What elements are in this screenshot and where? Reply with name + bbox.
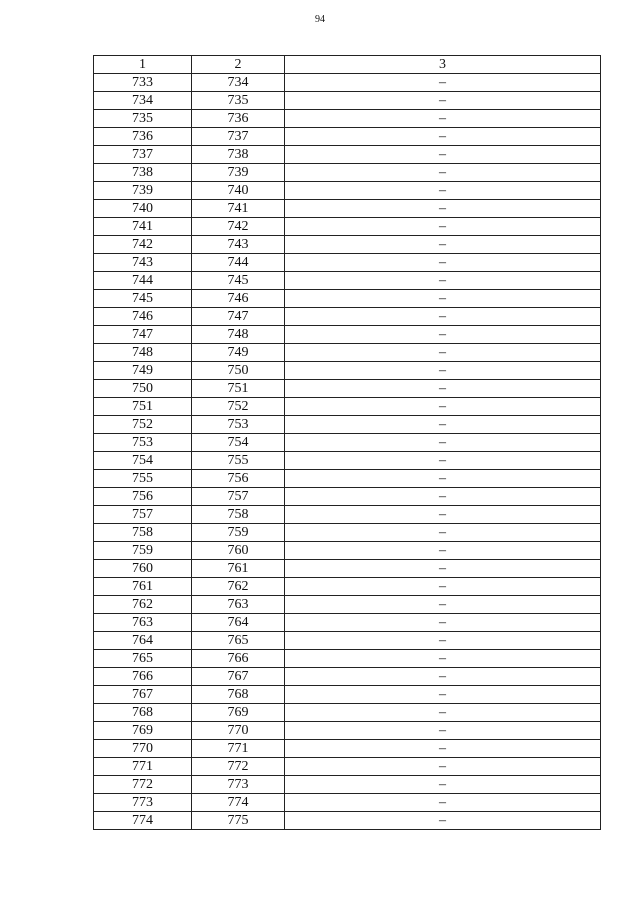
table-row: [94, 632, 601, 650]
table-cell-col-1: 742: [94, 236, 192, 254]
table-cell-col-3: –: [285, 668, 601, 686]
table-cell-col-3: –: [285, 416, 601, 434]
table-cell-col-3: –: [285, 290, 601, 308]
table-cell-col-1: 754: [94, 452, 192, 470]
table-cell-col-2: 757: [192, 488, 285, 506]
table-row: [94, 578, 601, 596]
table-cell-col-3: –: [285, 128, 601, 146]
table-cell-col-2: 741: [192, 200, 285, 218]
table-cell-col-1: 762: [94, 596, 192, 614]
table-cell-col-1: 761: [94, 578, 192, 596]
table-cell-col-1: 759: [94, 542, 192, 560]
table-cell-col-3: –: [285, 218, 601, 236]
table-row: [94, 362, 601, 380]
table-cell-col-3: –: [285, 434, 601, 452]
table-cell-col-2: 735: [192, 92, 285, 110]
table-cell-col-1: 774: [94, 812, 192, 830]
table-cell-col-1: 771: [94, 758, 192, 776]
table-cell-col-3: –: [285, 254, 601, 272]
table-row: [94, 650, 601, 668]
table-cell-col-3: –: [285, 488, 601, 506]
table-cell-col-3: –: [285, 524, 601, 542]
table-cell-col-1: 769: [94, 722, 192, 740]
table-cell-col-3: –: [285, 308, 601, 326]
table-cell-col-2: 773: [192, 776, 285, 794]
table-row: [94, 146, 601, 164]
table-cell-col-2: 775: [192, 812, 285, 830]
table-cell-col-2: 763: [192, 596, 285, 614]
table-cell-col-2: 740: [192, 182, 285, 200]
data-table: [93, 55, 601, 830]
table-row: [94, 470, 601, 488]
table-cell-col-1: 765: [94, 650, 192, 668]
table-cell-col-2: 745: [192, 272, 285, 290]
table-cell-col-1: 753: [94, 434, 192, 452]
table-cell-col-2: 759: [192, 524, 285, 542]
table-cell-col-2: 744: [192, 254, 285, 272]
table-cell-col-1: 733: [94, 74, 192, 92]
table-row: [94, 164, 601, 182]
table-row: [94, 182, 601, 200]
table-row: [94, 110, 601, 128]
table-cell-col-3: –: [285, 452, 601, 470]
header-row: [94, 56, 601, 74]
table-cell-col-1: 766: [94, 668, 192, 686]
table-cell-col-1: 757: [94, 506, 192, 524]
table-row: [94, 560, 601, 578]
table-row: [94, 398, 601, 416]
table-cell-col-1: 737: [94, 146, 192, 164]
table-cell-col-1: 745: [94, 290, 192, 308]
table-row: [94, 776, 601, 794]
table-cell-col-2: 769: [192, 704, 285, 722]
table-cell-col-3: –: [285, 200, 601, 218]
table-cell-col-2: 742: [192, 218, 285, 236]
table-row: [94, 254, 601, 272]
table-row: [94, 452, 601, 470]
table-row: [94, 812, 601, 830]
table-cell-col-3: –: [285, 740, 601, 758]
table-cell-col-3: –: [285, 380, 601, 398]
column-header-1: 1: [94, 56, 192, 74]
table-cell-col-3: –: [285, 272, 601, 290]
table-row: [94, 506, 601, 524]
table-cell-col-1: 764: [94, 632, 192, 650]
table-cell-col-2: 771: [192, 740, 285, 758]
table-row: [94, 668, 601, 686]
table-cell-col-3: –: [285, 542, 601, 560]
table-row: [94, 614, 601, 632]
table-row: [94, 740, 601, 758]
table-cell-col-1: 734: [94, 92, 192, 110]
table-row: [94, 326, 601, 344]
table-cell-col-2: 750: [192, 362, 285, 380]
table-cell-col-3: –: [285, 650, 601, 668]
table-cell-col-2: 772: [192, 758, 285, 776]
table-cell-col-2: 768: [192, 686, 285, 704]
table-cell-col-3: –: [285, 578, 601, 596]
table-cell-col-2: 765: [192, 632, 285, 650]
table-cell-col-3: –: [285, 470, 601, 488]
table-cell-col-3: –: [285, 506, 601, 524]
table-row: [94, 200, 601, 218]
table-row: [94, 524, 601, 542]
table-row: [94, 92, 601, 110]
table-cell-col-3: –: [285, 74, 601, 92]
table-cell-col-2: 758: [192, 506, 285, 524]
table-row: [94, 344, 601, 362]
table-cell-col-2: 764: [192, 614, 285, 632]
table-cell-col-2: 746: [192, 290, 285, 308]
table-cell-col-1: 736: [94, 128, 192, 146]
table-row: [94, 416, 601, 434]
table-cell-col-2: 766: [192, 650, 285, 668]
table-cell-col-2: 749: [192, 344, 285, 362]
column-header-3: 3: [285, 56, 601, 74]
table-row: [94, 434, 601, 452]
table-cell-col-1: 760: [94, 560, 192, 578]
table-cell-col-3: –: [285, 614, 601, 632]
table-row: [94, 236, 601, 254]
table-cell-col-3: –: [285, 776, 601, 794]
table-cell-col-1: 744: [94, 272, 192, 290]
table-row: [94, 272, 601, 290]
table-cell-col-1: 747: [94, 326, 192, 344]
table-cell-col-1: 740: [94, 200, 192, 218]
page-number: 94: [315, 14, 325, 25]
table-cell-col-2: 774: [192, 794, 285, 812]
table-cell-col-1: 738: [94, 164, 192, 182]
table-cell-col-3: –: [285, 146, 601, 164]
table-cell-col-1: 750: [94, 380, 192, 398]
table-header: [94, 56, 601, 74]
table-cell-col-1: 743: [94, 254, 192, 272]
table-cell-col-3: –: [285, 110, 601, 128]
table-cell-col-1: 763: [94, 614, 192, 632]
table-row: [94, 704, 601, 722]
table-cell-col-1: 735: [94, 110, 192, 128]
table-cell-col-1: 772: [94, 776, 192, 794]
table-cell-col-2: 748: [192, 326, 285, 344]
table-cell-col-3: –: [285, 632, 601, 650]
table-cell-col-3: –: [285, 686, 601, 704]
table-cell-col-3: –: [285, 362, 601, 380]
table-cell-col-3: –: [285, 344, 601, 362]
table-cell-col-1: 748: [94, 344, 192, 362]
table-body: [94, 74, 601, 830]
table-cell-col-2: 754: [192, 434, 285, 452]
table-cell-col-1: 752: [94, 416, 192, 434]
table-row: [94, 596, 601, 614]
table-cell-col-3: –: [285, 236, 601, 254]
table-cell-col-2: 770: [192, 722, 285, 740]
table-cell-col-3: –: [285, 560, 601, 578]
table-row: [94, 290, 601, 308]
table-cell-col-2: 738: [192, 146, 285, 164]
table-cell-col-2: 762: [192, 578, 285, 596]
table-cell-col-1: 773: [94, 794, 192, 812]
table-cell-col-2: 756: [192, 470, 285, 488]
column-header-2: 2: [192, 56, 285, 74]
table-cell-col-1: 739: [94, 182, 192, 200]
table-cell-col-3: –: [285, 812, 601, 830]
table-cell-col-3: –: [285, 794, 601, 812]
table-cell-col-1: 751: [94, 398, 192, 416]
table-cell-col-2: 739: [192, 164, 285, 182]
table-cell-col-1: 746: [94, 308, 192, 326]
table-cell-col-2: 736: [192, 110, 285, 128]
table-cell-col-2: 752: [192, 398, 285, 416]
table-row: [94, 218, 601, 236]
table-cell-col-1: 741: [94, 218, 192, 236]
table-cell-col-3: –: [285, 596, 601, 614]
table-cell-col-3: –: [285, 398, 601, 416]
table-cell-col-1: 767: [94, 686, 192, 704]
table-cell-col-1: 758: [94, 524, 192, 542]
table-cell-col-3: –: [285, 326, 601, 344]
table-cell-col-2: 747: [192, 308, 285, 326]
table-cell-col-2: 755: [192, 452, 285, 470]
table-cell-col-3: –: [285, 722, 601, 740]
table-cell-col-2: 767: [192, 668, 285, 686]
table-cell-col-2: 743: [192, 236, 285, 254]
table-row: [94, 308, 601, 326]
table-row: [94, 128, 601, 146]
table-cell-col-2: 734: [192, 74, 285, 92]
table-cell-col-3: –: [285, 164, 601, 182]
table-cell-col-3: –: [285, 182, 601, 200]
table-cell-col-2: 753: [192, 416, 285, 434]
table-cell-col-2: 751: [192, 380, 285, 398]
table-row: [94, 488, 601, 506]
table-cell-col-3: –: [285, 704, 601, 722]
table-cell-col-1: 756: [94, 488, 192, 506]
table-row: [94, 794, 601, 812]
table-row: [94, 758, 601, 776]
table-cell-col-2: 737: [192, 128, 285, 146]
table-cell-col-2: 760: [192, 542, 285, 560]
table-row: [94, 380, 601, 398]
table-cell-col-1: 749: [94, 362, 192, 380]
table-row: [94, 74, 601, 92]
table-cell-col-1: 768: [94, 704, 192, 722]
table-row: [94, 722, 601, 740]
table-cell-col-3: –: [285, 758, 601, 776]
table-cell-col-1: 770: [94, 740, 192, 758]
table-cell-col-3: –: [285, 92, 601, 110]
table-row: [94, 686, 601, 704]
table-row: [94, 542, 601, 560]
table-cell-col-2: 761: [192, 560, 285, 578]
table-cell-col-1: 755: [94, 470, 192, 488]
